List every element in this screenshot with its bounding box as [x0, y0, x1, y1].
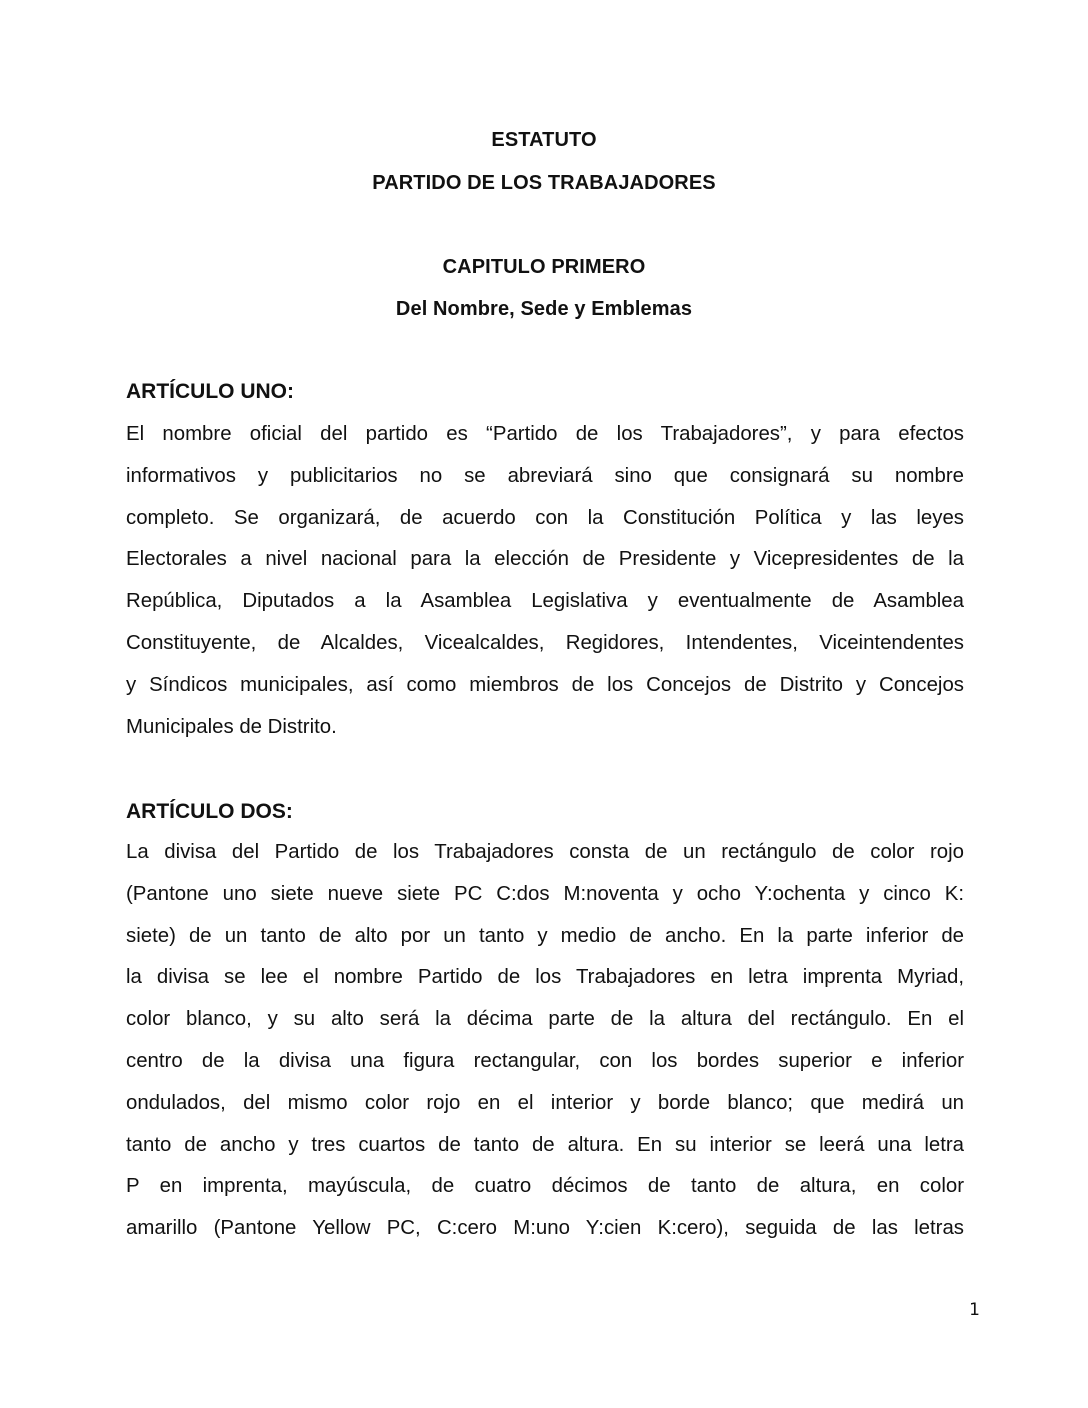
article-body	[126, 414, 964, 748]
paragraph-line: centro de la divisa una figura rectangular, con los bordes superior e inferior	[126, 1049, 964, 1072]
paragraph-line: color blanco, y su alto será la décima parte de la altura del rectángulo. En el	[126, 1008, 964, 1031]
paragraph-line: República, Diputados a la Asamblea Legislativa y eventualmente de Asamblea	[126, 590, 964, 613]
document-title: ESTATUTO	[491, 129, 597, 151]
paragraph-line: (Pantone uno siete nueve siete PC C:dos M:noventa y ocho Y:ochenta y cinco K:	[126, 882, 964, 905]
chapter-title: CAPITULO PRIMERO	[442, 256, 646, 278]
paragraph-line: amarillo (Pantone Yellow PC, C:cero M:uno Y:cien K:cero), seguida de las letras	[126, 1217, 964, 1240]
paragraph-line: ondulados, del mismo color rojo en el interior y borde blanco; que medirá un	[126, 1091, 964, 1114]
paragraph-line: la divisa se lee el nombre Partido de los Trabajadores en letra imprenta Myriad,	[126, 966, 964, 989]
paragraph-line: informativos y publicitarios no se abreviará sino que consignará su nombre	[126, 464, 964, 487]
paragraph-line: Municipales de Distrito.	[126, 715, 337, 738]
document-subtitle: PARTIDO DE LOS TRABAJADORES	[372, 172, 716, 194]
page-number: 1	[969, 1300, 980, 1320]
paragraph-line: Constituyente, de Alcaldes, Vicealcaldes, Regidores, Intendentes, Viceintendentes	[126, 631, 964, 654]
paragraph-line: P en imprenta, mayúscula, de cuatro décimos de tanto de altura, en color	[126, 1175, 964, 1198]
article-heading: ARTÍCULO UNO:	[126, 380, 294, 403]
paragraph-line: siete) de un tanto de alto por un tanto y medio de ancho. En la parte inferior de	[126, 924, 964, 947]
paragraph-line: completo. Se organizará, de acuerdo con la Constitución Política y las leyes	[126, 506, 964, 529]
paragraph-line: Electorales a nivel nacional para la elección de Presidente y Vicepresidentes de la	[126, 548, 964, 571]
paragraph-line: y Síndicos municipales, así como miembros de los Concejos de Distrito y Concejos	[126, 673, 964, 696]
article-heading: ARTÍCULO DOS:	[126, 800, 293, 823]
paragraph-line: El nombre oficial del partido es “Partido de los Trabajadores”, y para efectos	[126, 423, 964, 445]
paragraph-line: La divisa del Partido de los Trabajadores consta de un rectángulo de color rojo	[126, 841, 964, 863]
article-body	[126, 832, 964, 1250]
paragraph-line: tanto de ancho y tres cuartos de tanto de altura. En su interior se leerá una letra	[126, 1133, 964, 1156]
chapter-subtitle: Del Nombre, Sede y Emblemas	[395, 298, 693, 320]
